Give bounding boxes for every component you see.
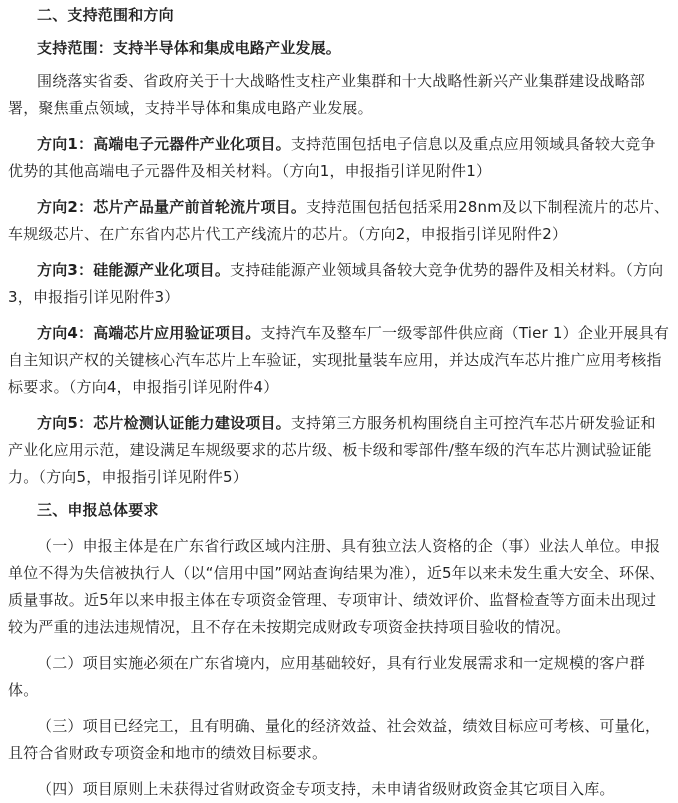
support-scope-title: 支持范围：支持半导体和集成电路产业发展。 xyxy=(37,39,342,57)
direction-1-title: 方向1：高端电子元器件产业化项目。 xyxy=(37,135,291,153)
requirement-1: （一）申报主体是在广东省行政区域内注册、具有独立法人资格的企（事）业法人单位。申报单位不得为失信被执行人（以“信用中国”网站查询结果为准），近5年以来未发生重大安全、环保、质量事故。近5年以来申报主体在专项资金管理、专项审计、绩效评价、监督检查等方面未出现过较为严重的违法违规情况，且不存在未按期完成财政专项资金扶持项目验收的情况。 xyxy=(8,537,665,636)
requirement-3: （三）项目已经完工，且有明确、量化的经济效益、社会效益，绩效目标应可考核、可量化，且符合省财政专项资金和地市的绩效目标要求。 xyxy=(8,717,661,762)
direction-2 xyxy=(8,194,670,248)
direction-2-body: 支持范围包括包括采用28nm及以下制程流片的芯片、车规级芯片、在广东省内芯片代工产线流片的芯片。（方向2，申报指引详见附件2） xyxy=(8,198,670,243)
direction-5-title: 方向5：芯片检测认证能力建设项目。 xyxy=(37,414,291,432)
direction-4 xyxy=(8,320,670,401)
direction-1 xyxy=(8,131,670,185)
direction-3-title: 方向3：硅能源产业化项目。 xyxy=(37,261,231,279)
requirement-4: （四）项目原则上未获得过省财政资金专项支持，未申请省级财政资金其它项目入库。 xyxy=(37,780,615,798)
requirement-2: （二）项目实施必须在广东省境内，应用基础较好，具有行业发展需求和一定规模的客户群体。 xyxy=(8,654,646,699)
direction-1-body: 支持范围包括电子信息以及重点应用领域具备较大竞争优势的其他高端电子元器件及相关材料。（方向1，申报指引详见附件1） xyxy=(8,135,656,180)
direction-3 xyxy=(8,257,670,311)
direction-4-body: 支持汽车及整车厂一级零部件供应商（Tier 1）企业开展具有自主知识产权的关键核心汽车芯片上车验证，实现批量装车应用，并达成汽车芯片推广应用考核指标要求。（方向4，申报指引详见附件4） xyxy=(8,324,670,396)
section-heading-general-requirements: 三、申报总体要求 xyxy=(37,501,159,519)
direction-5-body: 支持第三方服务机构围绕自主可控汽车芯片研发验证和产业化应用示范，建设满足车规级要求的芯片级、板卡级和零部件/整车级的汽车芯片测试验证能力。（方向5，申报指引详见附件5） xyxy=(8,414,656,486)
direction-5 xyxy=(8,410,670,491)
direction-3-body: 支持硅能源产业领域具备较大竞争优势的器件及相关材料。（方向3，申报指引详见附件3） xyxy=(8,261,664,306)
direction-2-title: 方向2：芯片产品量产前首轮流片项目。 xyxy=(37,198,307,216)
section-heading-support-scope: 二、支持范围和方向 xyxy=(37,6,174,24)
support-scope-intro: 围绕落实省委、省政府关于十大战略性支柱产业集群和十大战略性新兴产业集群建设战略部署，聚焦重点领域，支持半导体和集成电路产业发展。 xyxy=(8,72,646,117)
direction-4-title: 方向4：高端芯片应用验证项目。 xyxy=(37,324,261,342)
